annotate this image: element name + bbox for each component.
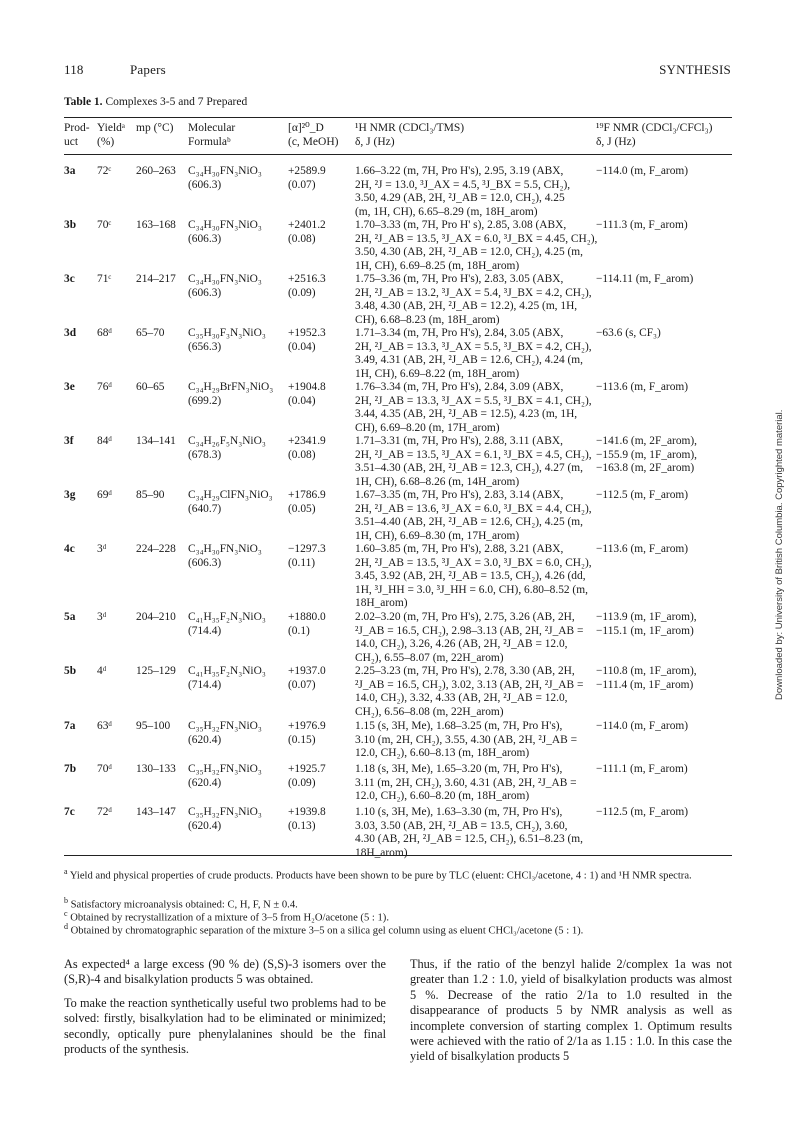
table-top-rule — [64, 117, 732, 118]
cell-formula: C₄₁H₃₅F₂N₃NiO₃ (714.4) — [188, 665, 266, 691]
cell-f-nmr: −141.6 (m, 2F_arom), −155.9 (m, 1F_arom), −163.8 (m, 2F_arom) — [596, 435, 698, 475]
cell-mp: 85–90 — [136, 489, 165, 501]
cell-mp: 224–228 — [136, 543, 176, 555]
cell-h-nmr: 1.76–3.34 (m, 7H, Pro H's), 2.84, 3.09 (ABX, 2H, ²J_AB = 13.3, ³J_AX = 5.5, ³J_BX = 4.1, CH₂), 3.44, 4.35 (AB, 2H, ²J_AB = 12.5), 4.23 (m, 1H, CH), 6.69–8.20 (m, 17H_arom) — [355, 381, 592, 434]
cell-product: 3d — [64, 327, 77, 339]
cell-mp: 134–141 — [136, 435, 176, 447]
cell-yield: 3ᵈ — [97, 543, 107, 555]
cell-product: 7a — [64, 720, 76, 732]
col-header-h-nmr: ¹H NMR (CDCl₃/TMS) δ, J (Hz) — [355, 122, 465, 148]
cell-formula: C₃₅H₃₂FN₃NiO₃ (620.4) — [188, 763, 262, 789]
download-watermark-text: Downloaded by: University of British Columbia. Copyrighted material. — [774, 409, 785, 700]
cell-f-nmr: −113.9 (m, 1F_arom), −115.1 (m, 1F_arom) — [596, 611, 697, 637]
cell-rotation: +1904.8 (0.04) — [288, 381, 326, 407]
page-number: 118 — [64, 62, 84, 77]
cell-yield: 72ᶜ — [97, 165, 112, 177]
cell-h-nmr: 1.71–3.34 (m, 7H, Pro H's), 2.84, 3.05 (ABX, 2H, ²J_AB = 13.3, ³J_AX = 5.5, ³J_BX = 4.2, CH₂), 3.49, 4.31 (AB, 2H, ²J_AB = 12.6, CH₂), 4.24 (m, 1H, CH), 6.69–8.22 (m, 18H_arom) — [355, 327, 592, 380]
cell-h-nmr: 1.67–3.35 (m, 7H, Pro H's), 2.83, 3.14 (ABX, 2H, ²J_AB = 13.6, ³J_AX = 6.0, ³J_BX = 4.4, CH₂), 3.51–4.40 (AB, 2H, ²J_AB = 12.6, CH₂), 4.25 (m, 1H, CH), 6.69–8.30 (m, 17H_arom) — [355, 489, 592, 542]
cell-product: 4c — [64, 543, 75, 555]
cell-rotation: +2516.3 (0.09) — [288, 273, 326, 299]
cell-f-nmr: −112.5 (m, F_arom) — [596, 806, 689, 818]
table-header-rule — [64, 154, 732, 155]
cell-rotation: −1297.3 (0.11) — [288, 543, 326, 569]
cell-h-nmr: 2.25–3.23 (m, 7H, Pro H's), 2.78, 3.30 (AB, 2H, ²J_AB = 16.5, CH₂), 3.02, 3.13 (AB, 2H, ²J_AB = 14.0, CH₂), 3.32, 4.33 (AB, 2H, ²J_AB = 12.0, CH₂), 6.56–8.08 (m, 22H_arom) — [355, 665, 584, 718]
cell-mp: 204–210 — [136, 611, 176, 623]
cell-mp: 163–168 — [136, 219, 176, 231]
cell-mp: 214–217 — [136, 273, 176, 285]
cell-yield: 68ᵈ — [97, 327, 112, 339]
cell-f-nmr: −111.1 (m, F_arom) — [596, 763, 688, 775]
cell-rotation: +1786.9 (0.05) — [288, 489, 326, 515]
cell-h-nmr: 1.10 (s, 3H, Me), 1.63–3.30 (m, 7H, Pro H's), 3.03, 3.50 (AB, 2H, ²J_AB = 13.5, CH₂), 3.60, 4.30 (AB, 2H, ²J_AB = 12.5, CH₂), 6.51–8.23 (m, 18H_arom) — [355, 806, 584, 859]
cell-mp: 143–147 — [136, 806, 176, 818]
cell-formula: C₃₄H₂₆F₅N₃NiO₃ (678.3) — [188, 435, 266, 461]
cell-formula: C₃₄H₃₀FN₃NiO₃ (606.3) — [188, 273, 262, 299]
cell-product: 3f — [64, 435, 74, 447]
col-header-yield: Yieldᵃ (%) — [97, 122, 126, 148]
body-paragraph: As expected⁴ a large excess (90 % de) (S,S)-3 isomers over the (S,R)-4 and bisalkylation products 5 was obtained. — [64, 957, 386, 987]
cell-product: 3b — [64, 219, 77, 231]
cell-mp: 130–133 — [136, 763, 176, 775]
cell-product: 7b — [64, 763, 77, 775]
cell-yield: 70ᶜ — [97, 219, 112, 231]
cell-rotation: +1925.7 (0.09) — [288, 763, 326, 789]
cell-f-nmr: −114.11 (m, F_arom) — [596, 273, 694, 285]
cell-rotation: +1880.0 (0.1) — [288, 611, 326, 637]
cell-formula: C₃₄H₂₉BrFN₃NiO₃ (699.2) — [188, 381, 274, 407]
col-header-mp: mp (°C) — [136, 122, 174, 134]
cell-rotation: +1952.3 (0.04) — [288, 327, 326, 353]
cell-formula: C₃₄H₃₀FN₃NiO₃ (606.3) — [188, 165, 262, 191]
cell-product: 7c — [64, 806, 75, 818]
cell-f-nmr: −111.3 (m, F_arom) — [596, 219, 688, 231]
cell-h-nmr: 1.75–3.36 (m, 7H, Pro H's), 2.83, 3.05 (ABX, 2H, ²J_AB = 13.2, ³J_AX = 5.4, ³J_BX = 4.2, CH₂), 3.48, 4.30 (AB, 2H, ²J_AB = 12.2), 4.25 (m, 1H, CH), 6.68–8.23 (m, 18H_arom) — [355, 273, 592, 326]
cell-mp: 125–129 — [136, 665, 176, 677]
cell-rotation: +1976.9 (0.15) — [288, 720, 326, 746]
cell-yield: 69ᵈ — [97, 489, 112, 501]
table-caption — [64, 96, 247, 108]
cell-f-nmr: −63.6 (s, CF₃) — [596, 327, 661, 339]
cell-formula: C₃₅H₃₂FN₃NiO₃ (620.4) — [188, 806, 262, 832]
cell-h-nmr: 1.15 (s, 3H, Me), 1.68–3.25 (m, 7H, Pro H's), 3.10 (m, 2H, CH₂), 3.55, 4.30 (AB, 2H, ²J_AB = 12.0, CH₂), 6.60–8.13 (m, 18H_arom) — [355, 720, 578, 760]
cell-h-nmr: 1.18 (s, 3H, Me), 1.65–3.20 (m, 7H, Pro H's), 3.11 (m, 2H, CH₂), 3.60, 4.31 (AB, 2H, ²J_AB = 12.0, CH₂), 6.60–8.20 (m, 18H_arom) — [355, 763, 577, 803]
cell-mp: 65–70 — [136, 327, 165, 339]
cell-f-nmr: −114.0 (m, F_arom) — [596, 720, 689, 732]
body-column-left — [64, 957, 386, 1065]
cell-yield: 70ᵈ — [97, 763, 112, 775]
table-caption-label: Table 1. — [64, 96, 103, 108]
table-bottom-rule — [64, 855, 732, 856]
cell-f-nmr: −113.6 (m, F_arom) — [596, 381, 689, 393]
cell-h-nmr: 2.02–3.20 (m, 7H, Pro H's), 2.75, 3.26 (AB, 2H, ²J_AB = 16.5, CH₂), 2.98–3.13 (AB, 2H, ²J_AB = 14.0, CH₂), 3.26, 4.26 (AB, 2H, ²J_AB = 12.0, CH₂), 6.55–8.07 (m, 22H_arom) — [355, 611, 584, 664]
col-header-rotation: [α]²⁰_D (c, MeOH) — [288, 122, 339, 148]
cell-f-nmr: −112.5 (m, F_arom) — [596, 489, 689, 501]
cell-product: 5b — [64, 665, 77, 677]
cell-product: 3a — [64, 165, 76, 177]
cell-f-nmr: −114.0 (m, F_arom) — [596, 165, 689, 177]
cell-formula: C₃₅H₃₂FN₃NiO₃ (620.4) — [188, 720, 262, 746]
cell-mp: 95–100 — [136, 720, 171, 732]
cell-yield: 72ᵈ — [97, 806, 112, 818]
body-paragraph: Thus, if the ratio of the benzyl halide 2/complex 1a was not greater than 1.2 : 1.0, yield of bisalkylation products was almost 5 %. Decrease of the ratio 2/1a to 1.0 resulted in the disappearance of products 5 by NMR analysis as well as incomplete conversion of starting complex 1. Optimum results were achieved with the ratio of 2/1a as 1.15 : 1.0. In this case the yield of bisalkylation products 5 — [410, 957, 732, 1064]
cell-rotation: +2589.9 (0.07) — [288, 165, 326, 191]
cell-formula: C₄₁H₃₅F₂N₃NiO₃ (714.4) — [188, 611, 266, 637]
footnote-b: $^b$ Satisfactory microanalysis obtained: C, H, F, N ± 0.4. — [64, 896, 298, 911]
cell-rotation: +1939.8 (0.13) — [288, 806, 326, 832]
col-header-product: Prod- uct — [64, 122, 90, 148]
download-watermark — [763, 140, 785, 700]
journal-name: SYNTHESIS — [659, 62, 731, 77]
cell-mp: 260–263 — [136, 165, 176, 177]
cell-yield: 76ᵈ — [97, 381, 112, 393]
cell-yield: 4ᵈ — [97, 665, 107, 677]
cell-formula: C₃₄H₃₀FN₃NiO₃ (606.3) — [188, 543, 262, 569]
cell-product: 3c — [64, 273, 75, 285]
cell-h-nmr: 1.71–3.31 (m, 7H, Pro H's), 2.88, 3.11 (ABX, 2H, ²J_AB = 13.5, ³J_AX = 6.1, ³J_BX = 4.5, CH₂), 3.51–4.30 (AB, 2H, ²J_AB = 12.3, CH₂), 4.27 (m, 1H, CH), 6.68–8.26 (m, 14H_arom) — [355, 435, 592, 488]
cell-h-nmr: 1.60–3.85 (m, 7H, Pro H's), 2.88, 3.21 (ABX, 2H, ²J_AB = 13.5, ³J_AX = 3.0, ³J_BX = 6.0, CH₂), 3.45, 3.92 (AB, 2H, ²J_AB = 13.5, CH₂), 4.26 (dd, 1H, ³J_HH = 3.0, ³J_HH = 6.0, CH), 6.80–8.52 (m, 18H_arom) — [355, 543, 592, 610]
cell-rotation: +1937.0 (0.07) — [288, 665, 326, 691]
cell-yield: 63ᵈ — [97, 720, 112, 732]
cell-product: 3g — [64, 489, 76, 501]
cell-h-nmr: 1.70–3.33 (m, 7H, Pro H' s), 2.85, 3.08 (ABX, 2H, ²J_AB = 13.5, ³J_AX = 6.0, ³J_BX = 4.45, CH₂), 3.50, 4.30 (AB, 2H, ²J_AB = 12.0, CH₂), 4.25 (m, 1H, CH), 6.69–8.25 (m, 18H_arom) — [355, 219, 598, 272]
col-header-formula: Molecular Formulaᵇ — [188, 122, 236, 148]
col-header-f-nmr: ¹⁹F NMR (CDCl₃/CFCl₃) δ, J (Hz) — [596, 122, 713, 148]
cell-product: 3e — [64, 381, 75, 393]
cell-mp: 60–65 — [136, 381, 165, 393]
cell-yield: 84ᵈ — [97, 435, 112, 447]
cell-f-nmr: −113.6 (m, F_arom) — [596, 543, 689, 555]
footnote-a: $^a$ Yield and physical properties of crude products. Products have been shown to be pure by TLC (eluent: CHCl₃/acetone, 4 : 1) and ¹H NMR spectra. — [64, 867, 692, 882]
footnote-c: $^c$ Obtained by recrystallization of a mixture of 3–5 from H₂O/acetone (5 : 1). — [64, 909, 389, 924]
cell-formula: C₃₅H₃₀F₃N₃NiO₃ (656.3) — [188, 327, 266, 353]
cell-product: 5a — [64, 611, 76, 623]
cell-rotation: +2401.2 (0.08) — [288, 219, 326, 245]
cell-f-nmr: −110.8 (m, 1F_arom), −111.4 (m, 1F_arom) — [596, 665, 697, 691]
section-name: Papers — [130, 62, 166, 77]
cell-h-nmr: 1.66–3.22 (m, 7H, Pro H's), 2.95, 3.19 (ABX, 2H, ²J = 13.0, ³J_AX = 4.5, ³J_BX = 5.5, CH₂), 3.50, 4.29 (AB, 2H, ²J_AB = 12.0, CH₂), 4.25 (m, 1H, CH), 6.65–8.29 (m, 18H_arom) — [355, 165, 571, 218]
table-caption-text: Complexes 3-5 and 7 Prepared — [105, 96, 248, 108]
cell-yield: 71ᶜ — [97, 273, 112, 285]
cell-formula: C₃₄H₂₉ClFN₃NiO₃ (640.7) — [188, 489, 273, 515]
footnote-d: $^d$ Obtained by chromatographic separation of the mixture 3–5 on a silica gel column using as eluent CHCl₃/acetone (5 : 1). — [64, 922, 584, 937]
body-paragraph: To make the reaction synthetically useful two problems had to be solved: firstly, bisalkylation had to be eliminated or minimized; secondly, optically pure phenylalanines should be the final products of the synthesis. — [64, 995, 386, 1057]
cell-rotation: +2341.9 (0.08) — [288, 435, 326, 461]
cell-yield: 3ᵈ — [97, 611, 107, 623]
cell-formula: C₃₄H₃₀FN₃NiO₃ (606.3) — [188, 219, 262, 245]
body-column-right — [410, 957, 732, 1073]
